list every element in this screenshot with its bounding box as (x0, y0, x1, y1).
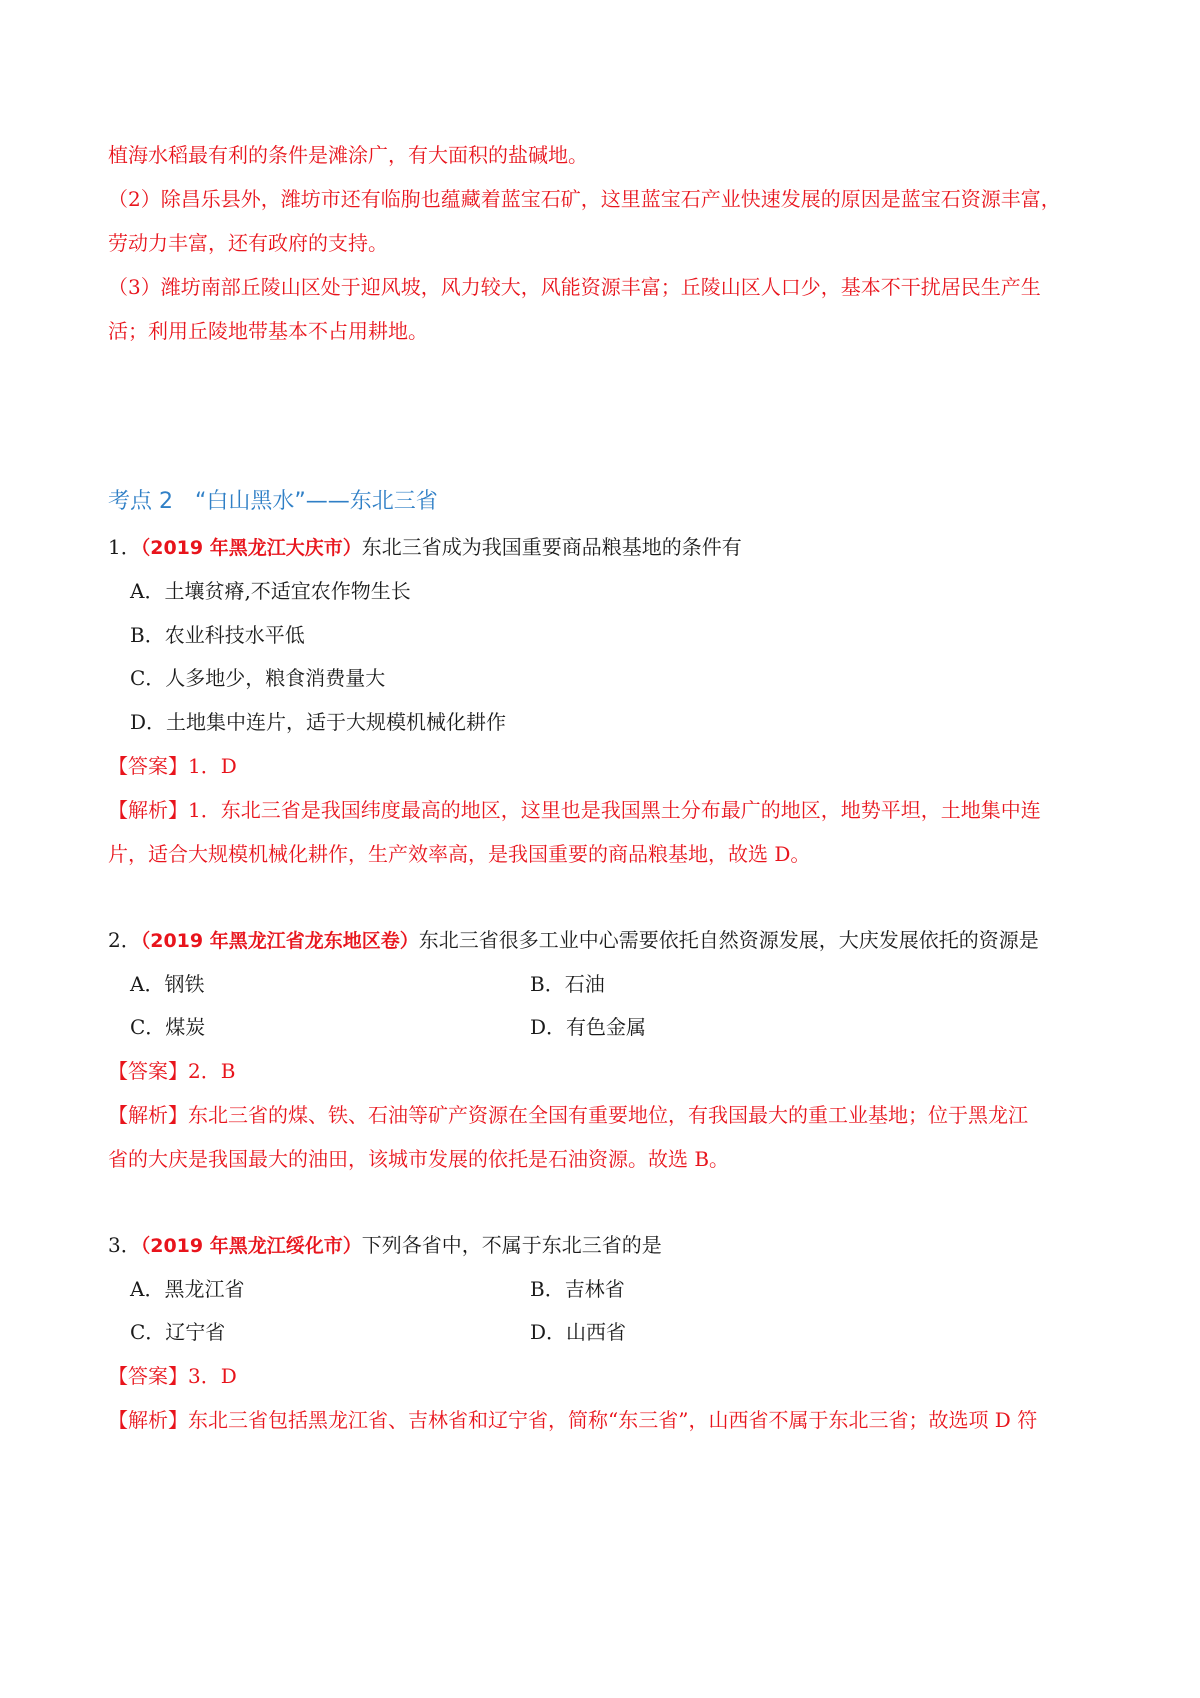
option-d: D．土地集中连片，适于大规模机械化耕作 (130, 710, 507, 734)
section-title: 考点 2 “白山黑水”——东北三省 (108, 489, 438, 514)
option-c: C．煤炭 (130, 1015, 206, 1039)
answer-label: 【答案】3．D (108, 1364, 237, 1388)
question-1 (108, 533, 742, 562)
question-stem: 下列各省中，不属于东北三省的是 (361, 1233, 662, 1257)
analysis-text: 【解析】东北三省包括黑龙江省、吉林省和辽宁省，简称“东三省”，山西省不属于东北三省；故选项 D 符 (108, 1408, 1038, 1432)
analysis-text: 【解析】1．东北三省是我国纬度最高的地区，这里也是我国黑土分布最广的地区，地势平坦，土地集中连 (108, 798, 1041, 822)
option-d: D．有色金属 (530, 1015, 647, 1039)
answer-text-line: 劳动力丰富，还有政府的支持。 (108, 231, 388, 255)
answer-text-line: 活；利用丘陵地带基本不占用耕地。 (108, 319, 428, 343)
option-a: A．黑龙江省 (130, 1277, 245, 1301)
analysis-text: 片，适合大规模机械化耕作，生产效率高，是我国重要的商品粮基地，故选 D。 (108, 842, 811, 866)
option-c: C．辽宁省 (130, 1320, 226, 1344)
question-number: 1． (108, 535, 141, 559)
question-3 (108, 1231, 662, 1260)
analysis-text: 省的大庆是我国最大的油田，该城市发展的依托是石油资源。故选 B。 (108, 1147, 730, 1171)
option-a: A．土壤贫瘠,不适宜农作物生长 (130, 579, 411, 603)
question-stem: 东北三省成为我国重要商品粮基地的条件有 (361, 535, 742, 559)
question-number: 2． (108, 928, 141, 952)
option-b: B．吉林省 (530, 1277, 625, 1301)
option-b: B．农业科技水平低 (130, 623, 305, 647)
option-b: B．石油 (530, 972, 605, 996)
option-c: C．人多地少，粮食消费量大 (130, 666, 386, 690)
question-stem: 东北三省很多工业中心需要依托自然资源发展，大庆发展依托的资源是 (418, 928, 1039, 952)
answer-text-line: （3）潍坊南部丘陵山区处于迎风坡，风力较大，风能资源丰富；丘陵山区人口少，基本不干扰居民生产生 (108, 275, 1041, 299)
question-source: （2019 年黑龙江大庆市） (140, 537, 362, 559)
option-a: A．钢铁 (130, 972, 205, 996)
option-d: D．山西省 (530, 1320, 627, 1344)
answer-label: 【答案】1．D (108, 754, 237, 778)
question-2 (108, 926, 1039, 955)
analysis-text: 【解析】东北三省的煤、铁、石油等矿产资源在全国有重要地位，有我国最大的重工业基地；位于黑龙江 (108, 1103, 1028, 1127)
question-source: （2019 年黑龙江省龙东地区卷） (140, 930, 419, 952)
question-source: （2019 年黑龙江绥化市） (140, 1235, 362, 1257)
answer-text-line: 植海水稻最有利的条件是滩涂广，有大面积的盐碱地。 (108, 143, 588, 167)
question-number: 3． (108, 1233, 141, 1257)
answer-text-line: （2）除昌乐县外，潍坊市还有临朐也蕴藏着蓝宝石矿，这里蓝宝石产业快速发展的原因是蓝宝石资源丰富， (108, 187, 1061, 211)
answer-label: 【答案】2．B (108, 1059, 236, 1083)
